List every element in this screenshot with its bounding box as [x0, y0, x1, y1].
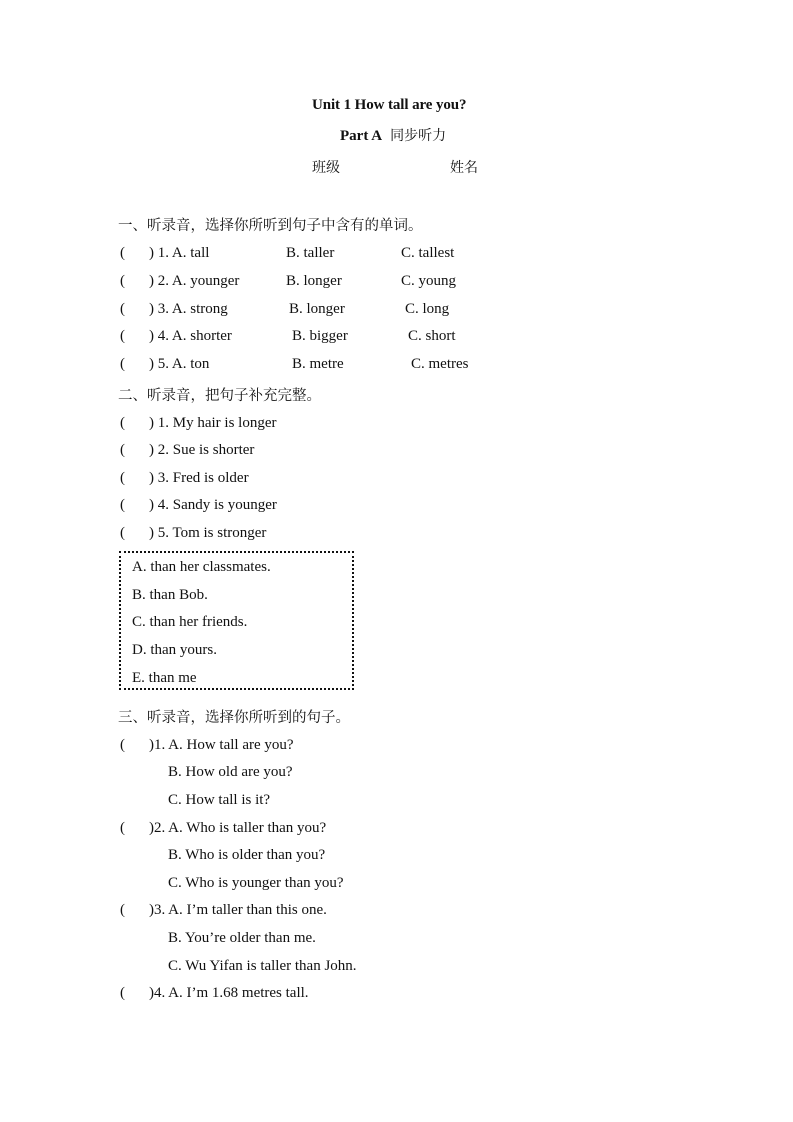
- sentence-stem: ) 2. Sue is shorter: [149, 442, 255, 458]
- answer-paren[interactable]: (: [120, 737, 125, 753]
- section3-heading: 三、听录音，选择你所听到的句子。: [118, 710, 350, 726]
- ending-option: D. than yours.: [132, 642, 217, 658]
- question-option-a: )4. A. I’m 1.68 metres tall.: [149, 985, 309, 1001]
- question-option-b: B. taller: [286, 245, 335, 261]
- question-option-b: B. How old are you?: [168, 764, 293, 780]
- question-option-a: ) 5. A. ton: [149, 356, 210, 372]
- question-option-b: B. Who is older than you?: [168, 847, 326, 863]
- question-option-a: )2. A. Who is taller than you?: [149, 820, 327, 836]
- question-option-a: ) 3. A. strong: [149, 301, 228, 317]
- name-label: 姓名: [450, 160, 478, 176]
- question-option-b: B. metre: [292, 356, 344, 372]
- answer-paren[interactable]: (: [120, 470, 125, 486]
- answer-paren[interactable]: (: [120, 525, 125, 541]
- sentence-stem: ) 3. Fred is older: [149, 470, 249, 486]
- worksheet-subtitle: [340, 125, 446, 145]
- answer-paren[interactable]: (: [120, 301, 125, 317]
- ending-option: E. than me: [132, 670, 197, 686]
- sentence-stem: ) 1. My hair is longer: [149, 415, 277, 431]
- question-option-c: C. Who is younger than you?: [168, 875, 344, 891]
- question-option-a: ) 1. A. tall: [149, 245, 210, 261]
- question-option-b: B. You’re older than me.: [168, 930, 316, 946]
- ending-option: C. than her friends.: [132, 614, 248, 630]
- section1-heading: 一、听录音，选择你所听到句子中含有的单词。: [118, 218, 423, 234]
- question-option-b: B. bigger: [292, 328, 348, 344]
- sentence-stem: ) 5. Tom is stronger: [149, 525, 267, 541]
- question-option-a: ) 4. A. shorter: [149, 328, 232, 344]
- ending-option: B. than Bob.: [132, 587, 208, 603]
- question-option-b: B. longer: [286, 273, 342, 289]
- sentence-ending-options-box: [119, 551, 354, 690]
- answer-paren[interactable]: (: [120, 356, 125, 372]
- answer-paren[interactable]: (: [120, 415, 125, 431]
- question-option-a: )3. A. I’m taller than this one.: [149, 902, 327, 918]
- question-option-c: C. Wu Yifan is taller than John.: [168, 958, 357, 974]
- question-option-c: C. metres: [411, 356, 469, 372]
- answer-paren[interactable]: (: [120, 985, 125, 1001]
- question-option-a: ) 2. A. younger: [149, 273, 240, 289]
- question-option-a: )1. A. How tall are you?: [149, 737, 294, 753]
- answer-paren[interactable]: (: [120, 245, 125, 261]
- question-option-c: C. How tall is it?: [168, 792, 271, 808]
- class-label: 班级: [312, 160, 340, 176]
- question-option-c: C. tallest: [401, 245, 455, 261]
- answer-paren[interactable]: (: [120, 820, 125, 836]
- question-option-c: C. short: [408, 328, 456, 344]
- answer-paren[interactable]: (: [120, 442, 125, 458]
- part-label: Part A: [340, 128, 383, 144]
- ending-option: A. than her classmates.: [132, 559, 271, 575]
- answer-paren[interactable]: (: [120, 902, 125, 918]
- answer-paren[interactable]: (: [120, 497, 125, 513]
- section2-heading: 二、听录音，把句子补充完整。: [118, 388, 321, 404]
- question-option-c: C. long: [405, 301, 450, 317]
- question-option-b: B. longer: [289, 301, 345, 317]
- part-description: 同步听力: [390, 128, 447, 144]
- sentence-stem: ) 4. Sandy is younger: [149, 497, 277, 513]
- answer-paren[interactable]: (: [120, 273, 125, 289]
- question-option-c: C. young: [401, 273, 457, 289]
- worksheet-title: Unit 1 How tall are you?: [312, 97, 467, 113]
- answer-paren[interactable]: (: [120, 328, 125, 344]
